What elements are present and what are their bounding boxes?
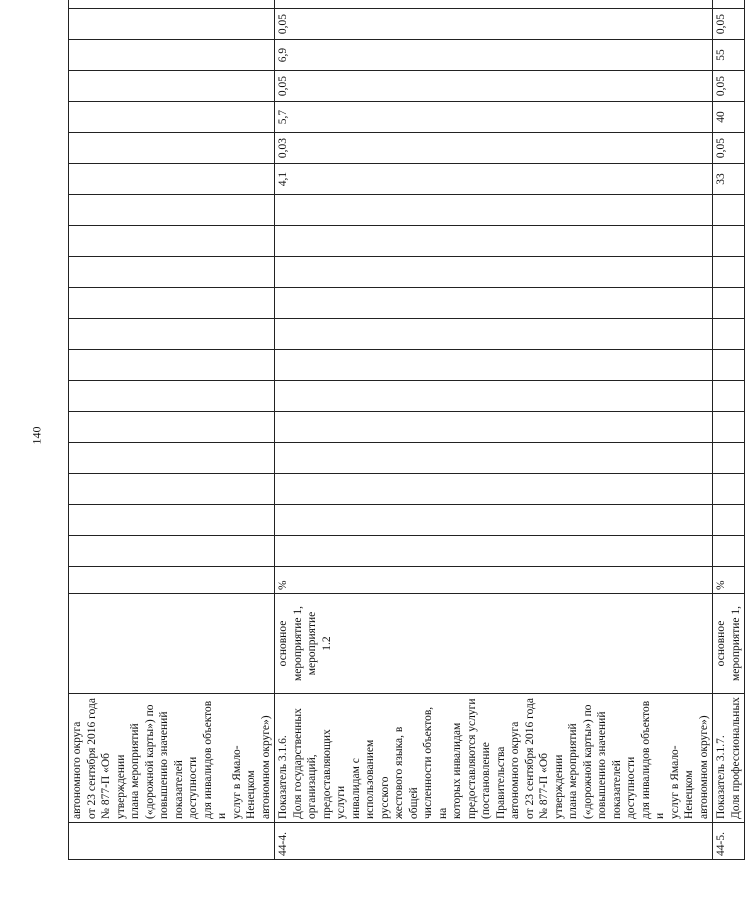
responsible-cell: основное мероприятие 1, xyxy=(713,594,745,694)
value-cell xyxy=(713,195,745,226)
responsible-cell: основное мероприятие 1, мероприятие 1.2 xyxy=(275,594,713,694)
indicator-name-cell: Показатель 3.1.7. Доля профессиональных xyxy=(713,694,745,823)
row-number-cell: 44-4. xyxy=(275,823,713,860)
row-number-cell xyxy=(69,823,275,860)
value-cell xyxy=(713,350,745,381)
value-cell xyxy=(275,474,713,505)
value-cell xyxy=(275,505,713,536)
value-cell xyxy=(713,536,745,567)
unit-cell: % xyxy=(275,567,713,594)
value-cell xyxy=(275,257,713,288)
value-cell xyxy=(713,257,745,288)
value-cell: 0,03 xyxy=(275,133,713,164)
table-row xyxy=(275,0,713,860)
value-cell xyxy=(69,505,275,536)
value-cell: 0,05 xyxy=(713,71,745,102)
value-cell xyxy=(275,0,713,9)
value-cell xyxy=(69,536,275,567)
value-cell xyxy=(713,381,745,412)
row-number-cell: 44-5. xyxy=(713,823,745,860)
value-cell xyxy=(69,474,275,505)
value-cell: 0,05 xyxy=(713,133,745,164)
indicator-name-cell: Показатель 3.1.6. Доля государственных организаций, предоставляющих услуги инвалидам с использованием русского жестового языка, в общей численности объектов, на которых инвалидам предоставляются услуги (постановление Правительства автономного округа от 23 сентября 2016 года № 877-П «Об утверждении плана мероприятий («дорожной карты») по повышению значений показателей доступности для инвалидов объектов и услуг в Ямало-Ненецком автономном округе») xyxy=(275,694,713,823)
value-cell xyxy=(69,102,275,133)
value-cell xyxy=(69,350,275,381)
value-cell xyxy=(69,288,275,319)
value-cell xyxy=(69,71,275,102)
value-cell xyxy=(713,505,745,536)
table-row xyxy=(69,0,275,860)
unit-cell xyxy=(69,567,275,594)
indicators-table xyxy=(68,0,745,860)
value-cell xyxy=(275,381,713,412)
value-cell xyxy=(275,412,713,443)
page-number: 140 xyxy=(29,426,44,445)
value-cell xyxy=(69,319,275,350)
value-cell xyxy=(275,195,713,226)
value-cell xyxy=(69,195,275,226)
value-cell xyxy=(713,0,745,9)
value-cell: 0,05 xyxy=(275,71,713,102)
value-cell xyxy=(275,226,713,257)
value-cell xyxy=(69,443,275,474)
responsible-cell xyxy=(69,594,275,694)
value-cell xyxy=(275,288,713,319)
unit-cell: % xyxy=(713,567,745,594)
indicator-name-cell: автономного округа от 23 сентября 2016 года № 877-П «Об утверждении плана мероприятий («дорожной карты») по повышению значений показателей доступности для инвалидов объектов и услуг в Ямало-Ненецком автономном округе») xyxy=(69,694,275,823)
value-cell: 33 xyxy=(713,164,745,195)
value-cell: 5,7 xyxy=(275,102,713,133)
value-cell xyxy=(69,133,275,164)
value-cell xyxy=(69,257,275,288)
value-cell xyxy=(69,40,275,71)
value-cell xyxy=(713,319,745,350)
value-cell xyxy=(69,9,275,40)
value-cell xyxy=(69,0,275,9)
value-cell xyxy=(713,474,745,505)
value-cell xyxy=(713,412,745,443)
value-cell: 0,05 xyxy=(275,9,713,40)
value-cell xyxy=(713,288,745,319)
value-cell xyxy=(275,443,713,474)
value-cell xyxy=(713,443,745,474)
value-cell xyxy=(713,226,745,257)
table-row xyxy=(713,0,745,860)
value-cell: 6,9 xyxy=(275,40,713,71)
value-cell: 55 xyxy=(713,40,745,71)
value-cell xyxy=(69,381,275,412)
value-cell: 40 xyxy=(713,102,745,133)
value-cell xyxy=(275,350,713,381)
value-cell xyxy=(275,319,713,350)
value-cell xyxy=(69,226,275,257)
value-cell: 0,05 xyxy=(713,9,745,40)
value-cell: 4,1 xyxy=(275,164,713,195)
rotated-table-wrapper xyxy=(68,13,742,860)
value-cell xyxy=(69,164,275,195)
value-cell xyxy=(275,536,713,567)
value-cell xyxy=(69,412,275,443)
